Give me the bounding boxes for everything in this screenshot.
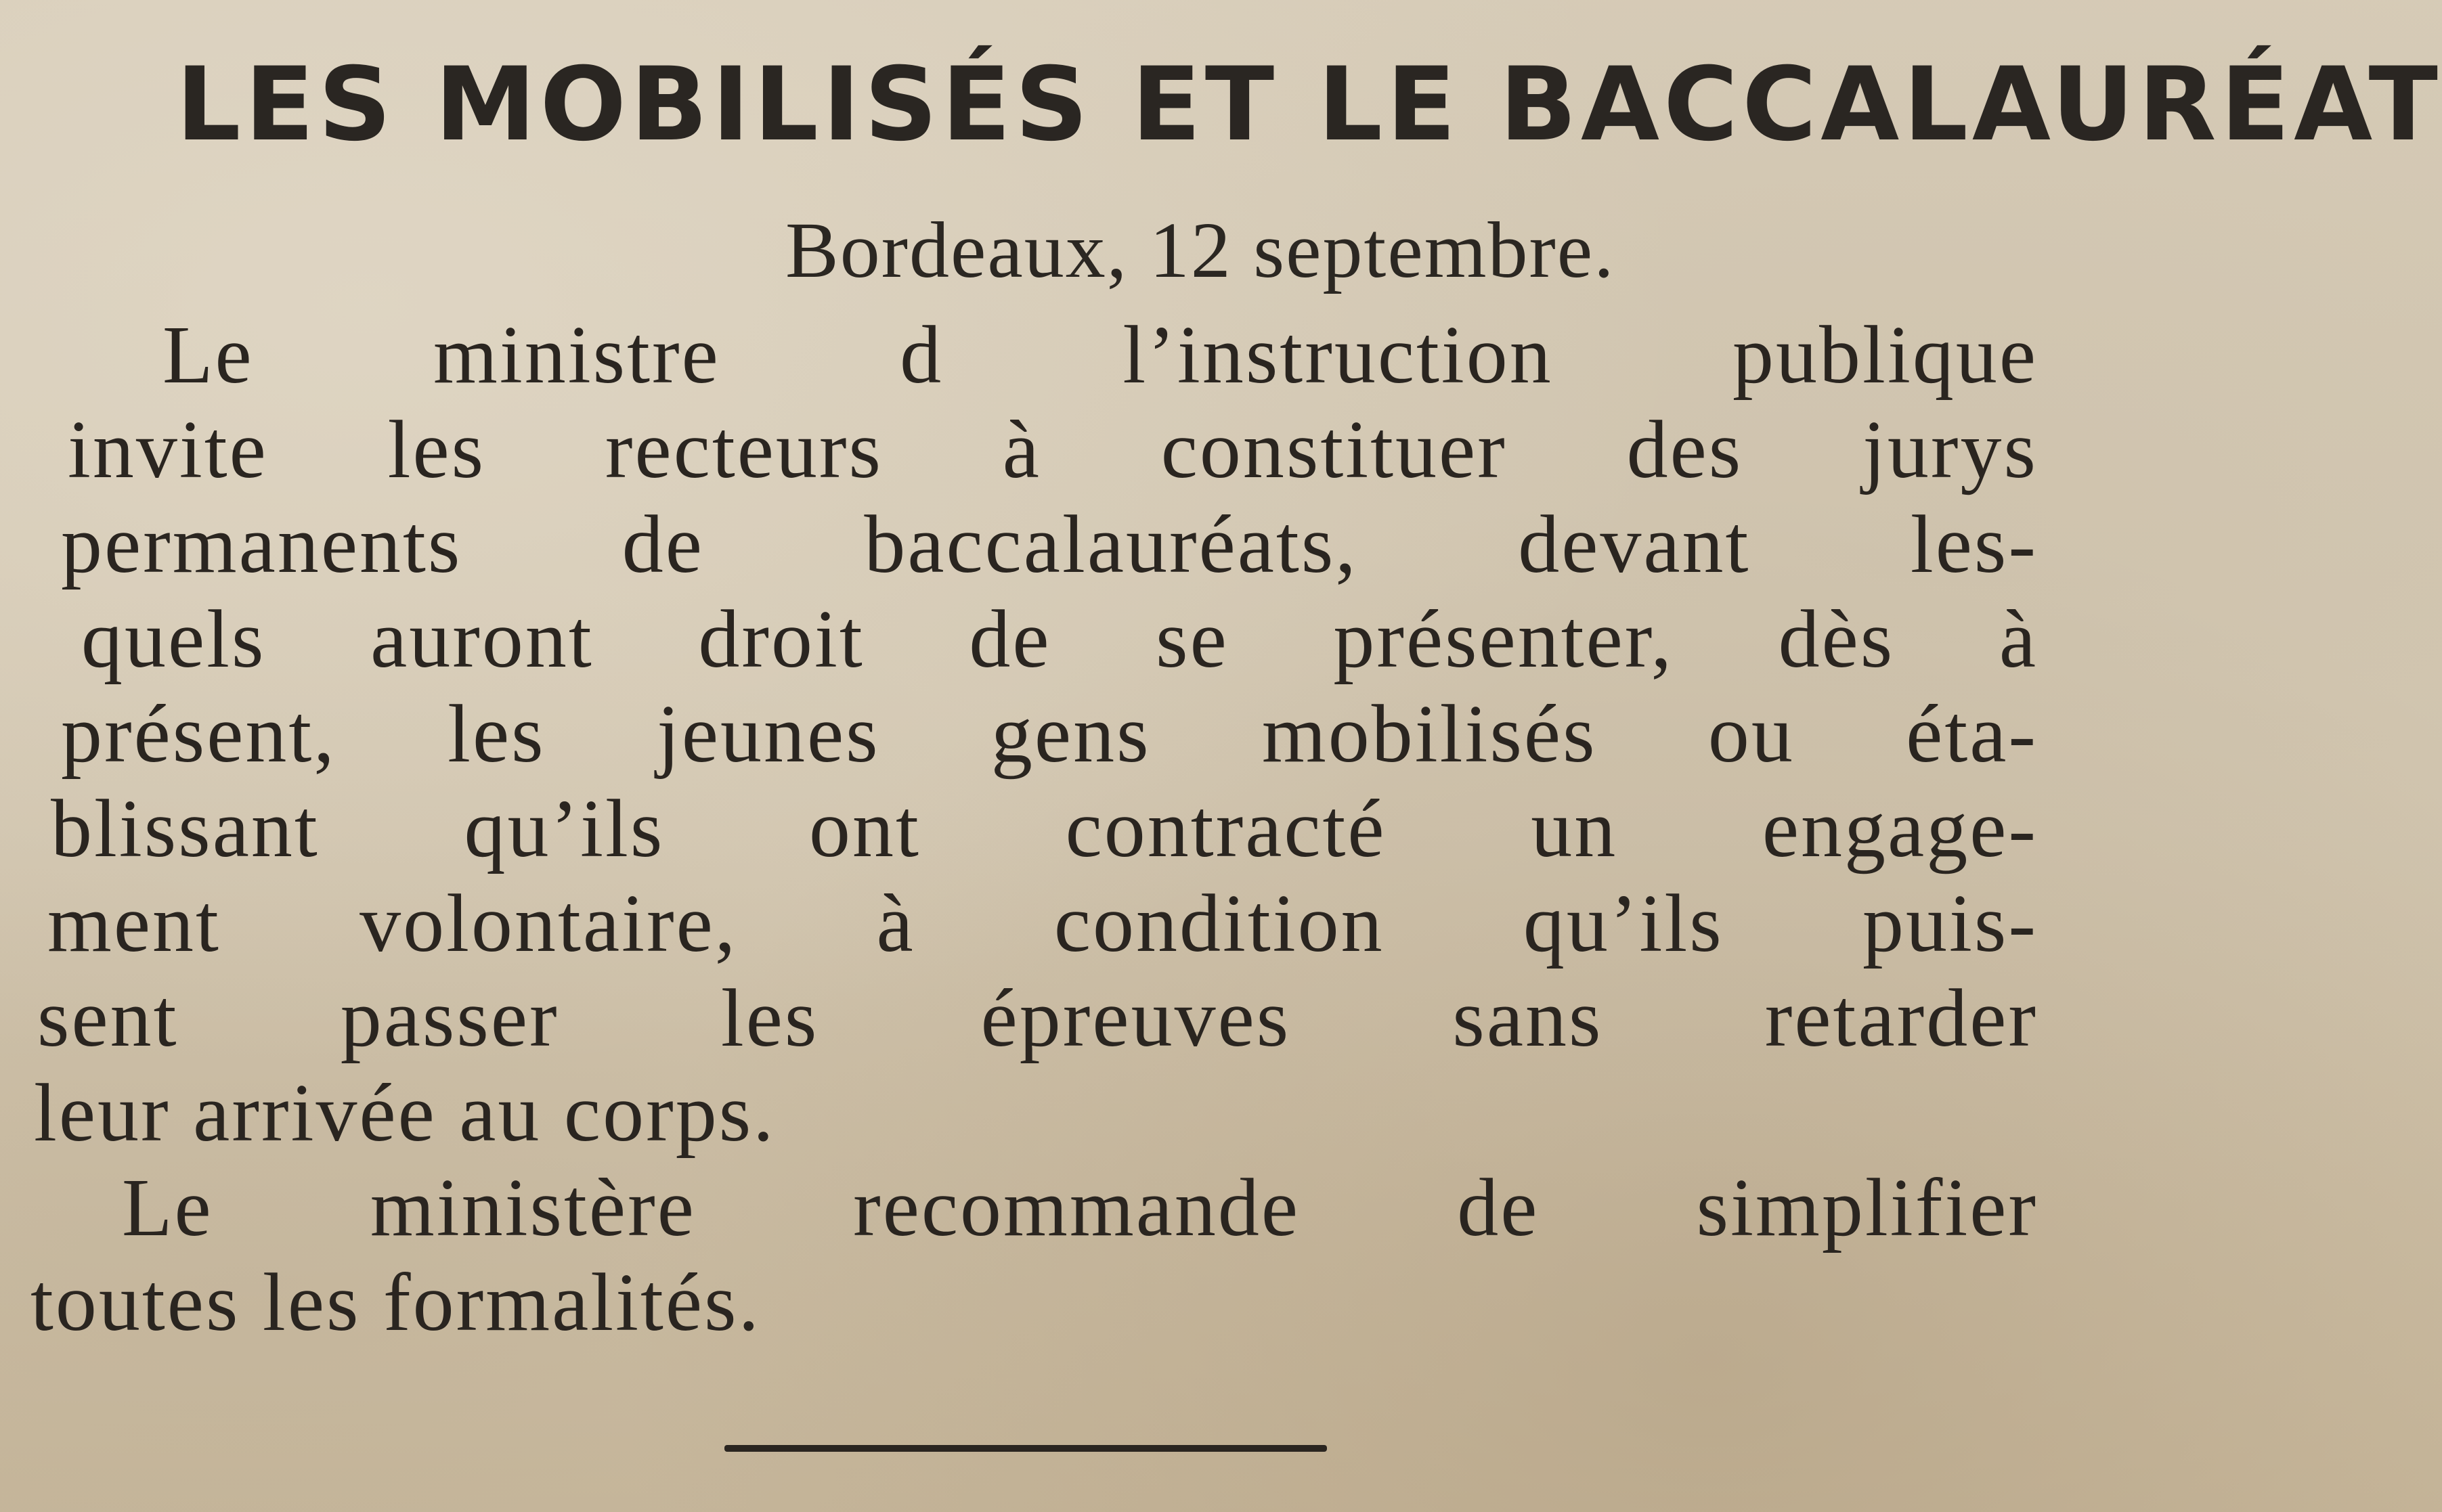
article-line: leur arrivée au corps.	[34, 1067, 776, 1159]
article-line: permanents de baccalauréats, devant les-	[61, 499, 2038, 590]
article-line: Le ministre d l’instruction publique	[162, 309, 2038, 401]
article-line: sent passer les épreuves sans retarder	[37, 973, 2038, 1064]
article-line: blissant qu’ils ont contracté un engage-	[51, 783, 2038, 874]
article-line: ment volontaire, à condition qu’ils puis-	[47, 878, 2038, 969]
article-line: toutes les formalités.	[30, 1257, 762, 1348]
article-dateline: Bordeaux, 12 septembre.	[785, 206, 1615, 294]
article-line: invite les recteurs à constituer des jurys	[68, 404, 2038, 495]
article-line: Le ministère recommande de simplifier	[122, 1162, 2038, 1253]
article-line: quels auront droit de se présenter, dès à	[81, 594, 2038, 685]
section-divider	[724, 1445, 1327, 1452]
article-body	[20, 308, 2038, 1350]
article-headline: LES MOBILISÉS ET LE BACCALAURÉAT	[176, 46, 2442, 164]
article-line: présent, les jeunes gens mobilisés ou éta-	[61, 688, 2038, 780]
